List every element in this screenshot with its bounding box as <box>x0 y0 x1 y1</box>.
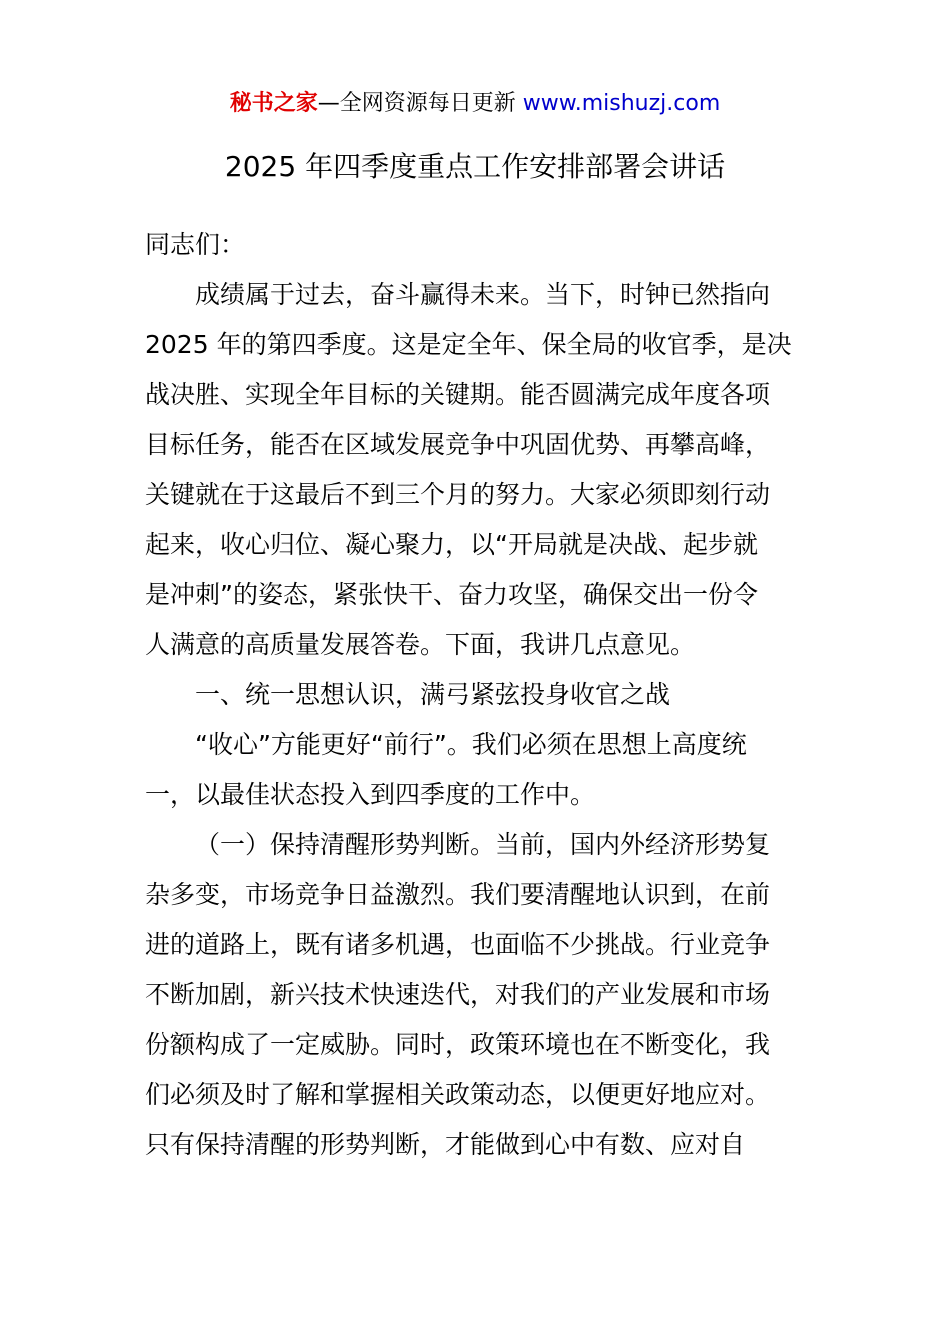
paragraph-line: 战决胜、实现全年目标的关键期。能否圆满完成年度各项 <box>145 380 771 409</box>
paragraph-line: 关键就在于这最后不到三个月的努力。大家必须即刻行动 <box>145 480 771 509</box>
site-url-link[interactable]: www.mishuzj.com <box>522 91 721 116</box>
brand-name: 秘书之家 <box>229 91 318 116</box>
paragraph-line: 不断加剧，新兴技术快速迭代，对我们的产业发展和市场 <box>145 980 771 1009</box>
paragraph-line: 是冲刺”的姿态，紧张快干、奋力攻坚，确保交出一份令 <box>145 580 758 609</box>
paragraph-line: 起来，收心归位、凝心聚力，以“开局就是决战、起步就 <box>145 530 758 559</box>
paragraph-line: 人满意的高质量发展答卷。下面，我讲几点意见。 <box>145 630 696 659</box>
section-heading: 一、统一思想认识，满弓紧弦投身收官之战 <box>195 680 671 709</box>
document-title: 2025 年四季度重点工作安排部署会讲话 <box>224 150 726 183</box>
paragraph-line: “收心”方能更好“前行”。我们必须在思想上高度统 <box>195 730 747 759</box>
salutation: 同志们： <box>145 230 246 259</box>
paragraph-line: 进的道路上，既有诸多机遇，也面临不少挑战。行业竞争 <box>145 930 771 959</box>
site-header <box>0 88 950 120</box>
paragraph-line: 成绩属于过去，奋斗赢得未来。当下，时钟已然指向 <box>195 280 771 309</box>
header-tagline: —全网资源每日更新 <box>317 91 523 116</box>
paragraph-line: 目标任务，能否在区域发展竞争中巩固优势、再攀高峰， <box>145 430 771 459</box>
paragraph-line: 一，以最佳状态投入到四季度的工作中。 <box>145 780 596 809</box>
subsection-line: （一）保持清醒形势判断。当前，国内外经济形势复 <box>195 830 771 859</box>
paragraph-line: 份额构成了一定威胁。同时，政策环境也在不断变化，我 <box>145 1030 771 1059</box>
paragraph-line: 杂多变，市场竞争日益激烈。我们要清醒地认识到，在前 <box>145 880 771 909</box>
document-body <box>145 220 810 1170</box>
paragraph-line: 2025 年的第四季度。这是定全年、保全局的收官季，是决 <box>145 330 792 359</box>
paragraph-line: 们必须及时了解和掌握相关政策动态，以便更好地应对。 <box>145 1080 771 1109</box>
paragraph-line: 只有保持清醒的形势判断，才能做到心中有数、应对自 <box>145 1130 746 1159</box>
